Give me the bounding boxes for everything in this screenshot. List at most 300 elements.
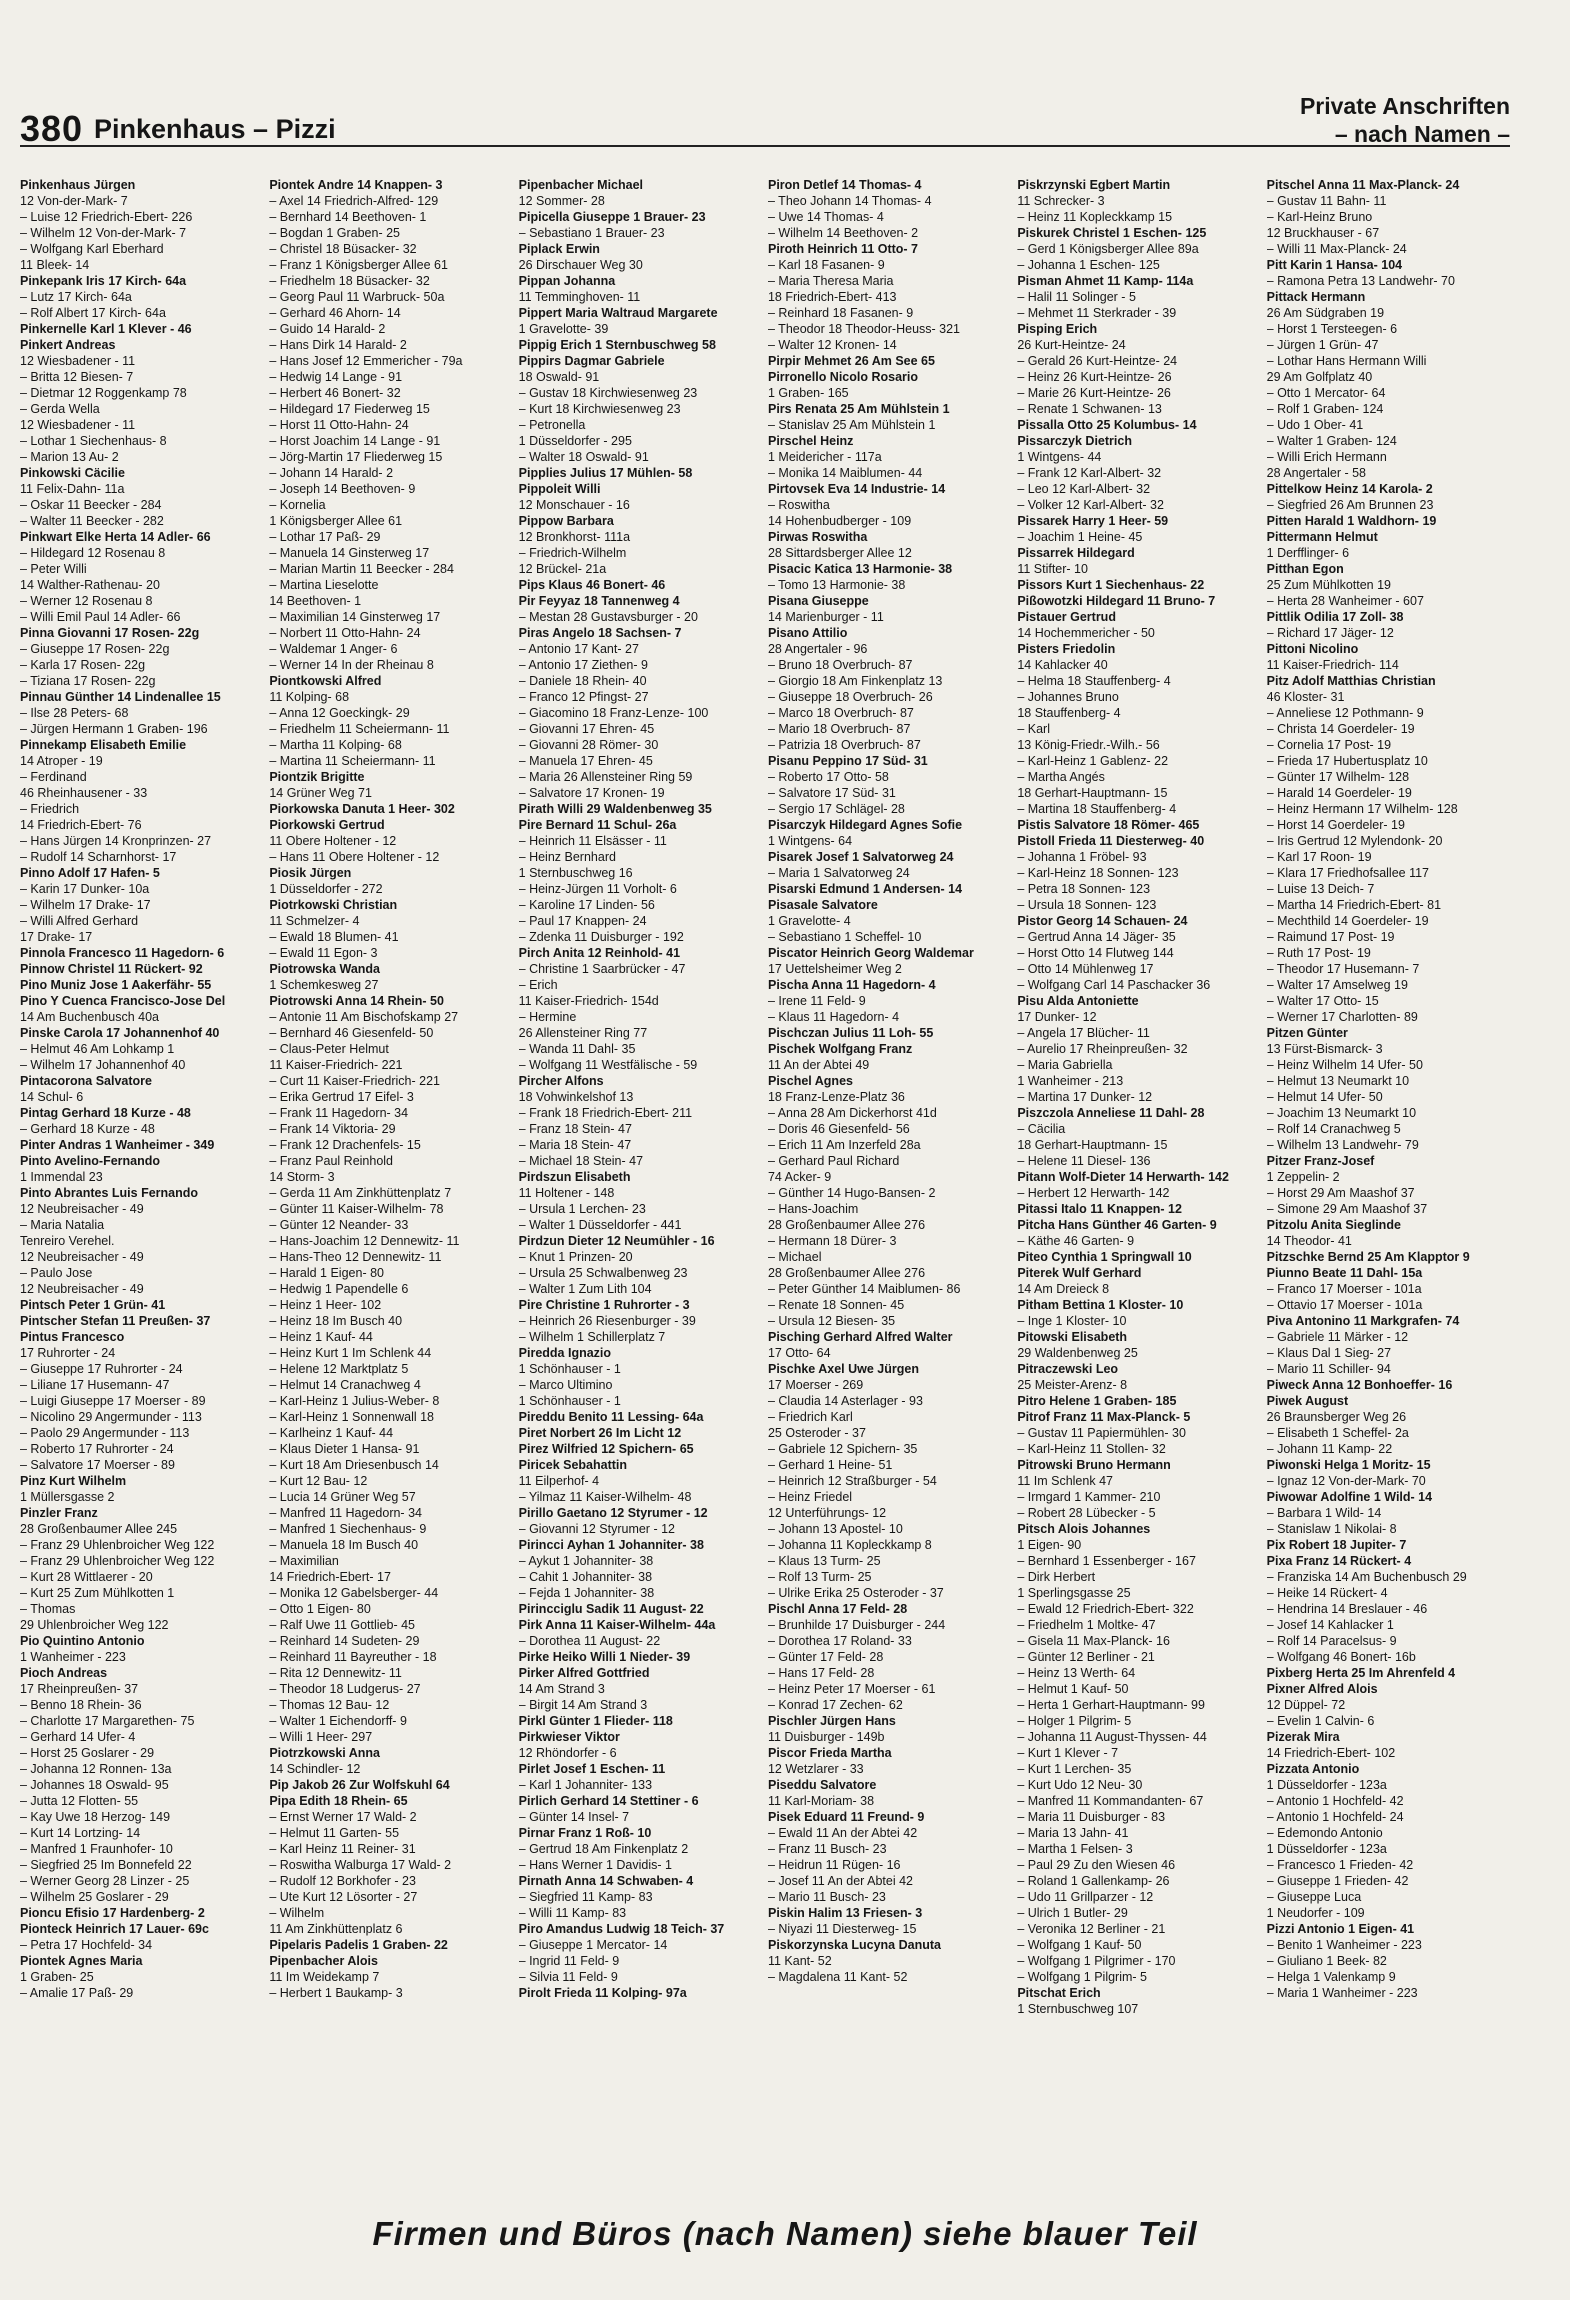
directory-entry: 11 Obere Holtener - 12 bbox=[269, 834, 397, 848]
directory-entry: – Lothar 1 Siechenhaus- 8 bbox=[20, 434, 167, 448]
directory-entry: 12 Von-der-Mark- 7 bbox=[20, 194, 128, 208]
directory-entry: 18 Gerhart-Hauptmann- 15 bbox=[1017, 786, 1168, 800]
directory-entry: – Martha 1 Felsen- 3 bbox=[1017, 1842, 1133, 1856]
directory-entry: – Karl bbox=[1017, 722, 1050, 736]
surname-entry: Pisana Giuseppe bbox=[767, 594, 869, 608]
directory-entry: – Roberto 17 Otto- 58 bbox=[767, 770, 889, 784]
directory-entry: – Gustav 11 Papiermühlen- 30 bbox=[1017, 1426, 1186, 1440]
directory-entry: – Maria 1 Salvatorweg 24 bbox=[767, 866, 910, 880]
surname-entry: Pippert Maria Waltraud Margarete bbox=[518, 306, 718, 320]
directory-entry: – Halil 11 Solinger - 5 bbox=[1017, 290, 1136, 304]
directory-entry: – Walter 17 Otto- 15 bbox=[1266, 994, 1379, 1008]
surname-entry: Pisarski Edmund 1 Andersen- 14 bbox=[767, 882, 963, 896]
directory-entry: – Giovanni 28 Römer- 30 bbox=[518, 738, 659, 752]
directory-entry: 11 Am Zinkhüttenplatz 6 bbox=[269, 1922, 403, 1936]
directory-entry: 14 Theodor- 41 bbox=[1266, 1234, 1352, 1248]
directory-entry: – Tiziana 17 Rosen- 22g bbox=[20, 674, 156, 688]
directory-entry: – Karlheinz 1 Kauf- 44 bbox=[269, 1426, 394, 1440]
directory-entry: – Rolf 13 Turm- 25 bbox=[767, 1570, 872, 1584]
directory-entry: – Ewald 12 Friedrich-Ebert- 322 bbox=[1017, 1602, 1194, 1616]
directory-entry: – Paul 17 Knappen- 24 bbox=[518, 914, 647, 928]
directory-entry: – Ursula 18 Sonnen- 123 bbox=[1017, 898, 1157, 912]
directory-entry: – Joachim 1 Heine- 45 bbox=[1017, 530, 1143, 544]
directory-entry: – Frank 14 Viktoria- 29 bbox=[269, 1122, 396, 1136]
page-number: 380 bbox=[20, 108, 84, 149]
directory-entry: – Dietmar 12 Roggenkamp 78 bbox=[20, 386, 187, 400]
directory-entry: 1 Schönhauser - 1 bbox=[518, 1394, 621, 1408]
directory-entry: 14 Hohenbudberger - 109 bbox=[767, 514, 912, 528]
directory-entry: – Giuseppe 1 Frieden- 42 bbox=[1266, 1874, 1409, 1888]
directory-entry: – Dirk Herbert bbox=[1017, 1570, 1096, 1584]
directory-entry: 12 Rhöndorfer - 6 bbox=[518, 1746, 617, 1760]
directory-entry: – Aykut 1 Johanniter- 38 bbox=[518, 1554, 654, 1568]
surname-entry: Pirdszun Elisabeth bbox=[518, 1170, 631, 1184]
directory-entry: 26 Braunsberger Weg 26 bbox=[1266, 1410, 1407, 1424]
directory-entry: – Ingrid 11 Feld- 9 bbox=[518, 1954, 620, 1968]
directory-entry: 14 Grüner Weg 71 bbox=[269, 786, 372, 800]
directory-entry: 1 Müllersgasse 2 bbox=[20, 1490, 115, 1504]
directory-entry: – Helga 1 Valenkamp 9 bbox=[1266, 1970, 1396, 1984]
directory-entry: – Giovanni 12 Styrumer - 12 bbox=[518, 1522, 675, 1536]
directory-entry: – Norbert 11 Otto-Hahn- 24 bbox=[269, 626, 421, 640]
directory-entry: – Walter 11 Beecker - 282 bbox=[20, 514, 164, 528]
directory-entry: – Manuela 17 Ehren- 45 bbox=[518, 754, 653, 768]
directory-entry: 12 Neubreisacher - 49 bbox=[20, 1282, 144, 1296]
directory-entry: – Maria Natalia bbox=[20, 1218, 105, 1232]
directory-entry: – Heike 14 Rückert- 4 bbox=[1266, 1586, 1388, 1600]
directory-entry: – Johann 11 Kamp- 22 bbox=[1266, 1442, 1393, 1456]
directory-entry: – Martina Lieselotte bbox=[269, 578, 379, 592]
surname-entry: Pinnau Günther 14 Lindenallee 15 bbox=[20, 690, 221, 704]
directory-entry: 26 Kurt-Heintze- 24 bbox=[1017, 338, 1126, 352]
directory-entry: – Gerhard Paul Richard bbox=[767, 1154, 900, 1168]
directory-entry: – Giovanni 17 Ehren- 45 bbox=[518, 722, 655, 736]
directory-entry: – Kurt 1 Lerchen- 35 bbox=[1017, 1762, 1132, 1776]
directory-entry: – Lutz 17 Kirch- 64a bbox=[20, 290, 132, 304]
surname-entry: Pire Christine 1 Ruhrorter - 3 bbox=[518, 1298, 690, 1312]
directory-entry: – Helmut 11 Garten- 55 bbox=[269, 1826, 400, 1840]
directory-entry: – Heinrich 12 Straßburger - 54 bbox=[767, 1474, 937, 1488]
directory-entry: – Horst 11 Otto-Hahn- 24 bbox=[269, 418, 409, 432]
surname-entry: Pirronello Nicolo Rosario bbox=[767, 370, 919, 384]
surname-entry: Pix Robert 18 Jupiter- 7 bbox=[1266, 1538, 1407, 1552]
directory-entry: – Horst 29 Am Maashof 37 bbox=[1266, 1186, 1415, 1200]
directory-entry: 28 Großenbaumer Allee 245 bbox=[20, 1522, 178, 1536]
directory-entry: – Maria 26 Allensteiner Ring 59 bbox=[518, 770, 693, 784]
surname-entry: Pinzler Franz bbox=[20, 1506, 98, 1520]
directory-entry: – Wolfgang 1 Kauf- 50 bbox=[1017, 1938, 1142, 1952]
directory-entry: 1 Wintgens- 64 bbox=[767, 834, 853, 848]
directory-entry: – Udo 1 Ober- 41 bbox=[1266, 418, 1364, 432]
directory-entry: 1 Meidericher - 117a bbox=[767, 450, 882, 464]
directory-column bbox=[269, 177, 512, 2167]
directory-entry: 1 Gravelotte- 39 bbox=[518, 322, 609, 336]
surname-entry: Pinno Adolf 17 Hafen- 5 bbox=[20, 866, 160, 880]
directory-entry: Tenreiro Verehel. bbox=[20, 1234, 115, 1248]
directory-entry: 25 Osteroder - 37 bbox=[767, 1426, 866, 1440]
directory-entry: – Peter Willi bbox=[20, 562, 87, 576]
directory-entry: – Georg Paul 11 Warbruck- 50a bbox=[269, 290, 445, 304]
directory-entry: 1 Immendal 23 bbox=[20, 1170, 103, 1184]
directory-entry: – Lucia 14 Grüner Weg 57 bbox=[269, 1490, 416, 1504]
surname-entry: Pitten Harald 1 Waldhorn- 19 bbox=[1266, 514, 1437, 528]
directory-entry: – Edemondo Antonio bbox=[1266, 1826, 1383, 1840]
directory-entry: 17 Rheinpreußen- 37 bbox=[20, 1682, 139, 1696]
surname-entry: Piret Norbert 26 Im Licht 12 bbox=[518, 1426, 682, 1440]
directory-entry: – Giuseppe 17 Rosen- 22g bbox=[20, 642, 170, 656]
directory-entry: – Stanislav 25 Am Mühlstein 1 bbox=[767, 418, 936, 432]
directory-entry: – Hedwig 14 Lange - 91 bbox=[269, 370, 403, 384]
directory-entry: 18 Oswald- 91 bbox=[518, 370, 600, 384]
directory-entry: – Walter 17 Amselweg 19 bbox=[1266, 978, 1408, 992]
directory-entry: – Maria Gabriella bbox=[1017, 1058, 1113, 1072]
directory-entry: – Gerhard 14 Ufer- 4 bbox=[20, 1730, 136, 1744]
page-range-title: Pinkenhaus – Pizzi bbox=[94, 114, 336, 144]
directory-entry: – Wolfgang Karl Eberhard bbox=[20, 242, 164, 256]
directory-entry: – Frank 12 Drachenfels- 15 bbox=[269, 1138, 421, 1152]
directory-entry: – Helmut 1 Kauf- 50 bbox=[1017, 1682, 1129, 1696]
directory-entry: – Antonie 11 Am Bischofskamp 27 bbox=[269, 1010, 459, 1024]
directory-entry: – Karl-Heinz 18 Sonnen- 123 bbox=[1017, 866, 1179, 880]
surname-entry: Piredda Ignazio bbox=[518, 1346, 612, 1360]
directory-column bbox=[1267, 177, 1510, 2167]
directory-entry: – Cornelia 17 Post- 19 bbox=[1266, 738, 1392, 752]
directory-entry: – Friedrich Karl bbox=[767, 1410, 853, 1424]
surname-entry: Piotrowska Wanda bbox=[269, 962, 380, 976]
surname-entry: Pioch Andreas bbox=[20, 1666, 108, 1680]
directory-entry: – Ramona Petra 13 Landwehr- 70 bbox=[1266, 274, 1455, 288]
directory-entry: – Heinrich 26 Riesenburger - 39 bbox=[518, 1314, 696, 1328]
directory-entry: – Gerd 1 Königsberger Allee 89a bbox=[1017, 242, 1199, 256]
directory-entry: – Amalie 17 Paß- 29 bbox=[20, 1986, 134, 2000]
directory-entry: – Heinz-Jürgen 11 Vorholt- 6 bbox=[518, 882, 677, 896]
directory-entry: – Renate 18 Sonnen- 45 bbox=[767, 1298, 905, 1312]
surname-entry: Pitzer Franz-Josef bbox=[1266, 1154, 1375, 1168]
directory-entry: – Maria Theresa Maria bbox=[767, 274, 894, 288]
directory-entry: 12 Unterführungs- 12 bbox=[767, 1506, 887, 1520]
directory-entry: – Walter 1 Eichendorff- 9 bbox=[269, 1714, 407, 1728]
directory-entry: – Hermann 18 Dürer- 3 bbox=[767, 1234, 897, 1248]
surname-entry: Pitzolu Anita Sieglinde bbox=[1266, 1218, 1401, 1232]
directory-entry: – Silvia 11 Feld- 9 bbox=[518, 1970, 618, 1984]
directory-entry: – Raimund 17 Post- 19 bbox=[1266, 930, 1395, 944]
surname-entry: Pittlik Odilia 17 Zoll- 38 bbox=[1266, 610, 1404, 624]
surname-entry: Pipplies Julius 17 Mühlen- 58 bbox=[518, 466, 693, 480]
surname-entry: Pio Quintino Antonio bbox=[20, 1634, 145, 1648]
directory-entry: – Marie 26 Kurt-Heintze- 26 bbox=[1017, 386, 1171, 400]
surname-entry: Piotrowski Anna 14 Rhein- 50 bbox=[269, 994, 444, 1008]
directory-entry: 1 Wanheimer - 223 bbox=[20, 1650, 126, 1664]
directory-entry: – Johann 14 Harald- 2 bbox=[269, 466, 394, 480]
directory-entry: – Sergio 17 Schlägel- 28 bbox=[767, 802, 905, 816]
directory-entry: – Jürgen Hermann 1 Graben- 196 bbox=[20, 722, 208, 736]
directory-entry: 1 Sperlingsgasse 25 bbox=[1017, 1586, 1131, 1600]
surname-entry: Pippow Barbara bbox=[518, 514, 614, 528]
surname-entry: Pischczan Julius 11 Loh- 55 bbox=[767, 1026, 934, 1040]
directory-entry: – Horst 25 Goslarer - 29 bbox=[20, 1746, 155, 1760]
directory-entry: 12 Neubreisacher - 49 bbox=[20, 1250, 144, 1264]
directory-entry: 11 An der Abtei 49 bbox=[767, 1058, 870, 1072]
directory-entry: 17 Moerser - 269 bbox=[767, 1378, 864, 1392]
directory-column bbox=[20, 177, 263, 2167]
directory-entry: 28 Großenbaumer Allee 276 bbox=[767, 1218, 926, 1232]
directory-entry: – Heinz Hermann 17 Wilhelm- 128 bbox=[1266, 802, 1458, 816]
directory-entry: 1 Derfflinger- 6 bbox=[1266, 546, 1350, 560]
surname-entry: Pirker Alfred Gottfried bbox=[518, 1666, 650, 1680]
directory-entry: – Marco Ultimino bbox=[518, 1378, 613, 1392]
directory-entry: – Klaus 13 Turm- 25 bbox=[767, 1554, 881, 1568]
directory-entry: – Iris Gertrud 12 Mylendonk- 20 bbox=[1266, 834, 1443, 848]
directory-entry: – Martina 11 Scheiermann- 11 bbox=[269, 754, 436, 768]
surname-entry: Pirch Anita 12 Reinhold- 41 bbox=[518, 946, 681, 960]
directory-entry: – Gerhard 18 Kurze - 48 bbox=[20, 1122, 155, 1136]
directory-entry: – Tomo 13 Harmonie- 38 bbox=[767, 578, 906, 592]
directory-entry: – Wilhelm 1 Schillerplatz 7 bbox=[518, 1330, 666, 1344]
directory-entry: 1 Wanheimer - 213 bbox=[1017, 1074, 1124, 1088]
directory-entry: 11 Holtener - 148 bbox=[518, 1186, 615, 1200]
surname-entry: Pipa Edith 18 Rhein- 65 bbox=[269, 1794, 408, 1808]
directory-entry: – Helmut 46 Am Lohkamp 1 bbox=[20, 1042, 175, 1056]
directory-entry: 12 Bruckhauser - 67 bbox=[1266, 226, 1380, 240]
directory-entry: – Wolfgang 46 Bonert- 16b bbox=[1266, 1650, 1416, 1664]
surname-entry: Pischler Jürgen Hans bbox=[767, 1714, 896, 1728]
directory-entry: – Reinhard 11 Bayreuther - 18 bbox=[269, 1650, 437, 1664]
directory-entry: – Thomas bbox=[20, 1602, 76, 1616]
directory-entry: – Ewald 11 Egon- 3 bbox=[269, 946, 378, 960]
directory-entry: – Mehmet 11 Sterkrader - 39 bbox=[1017, 306, 1177, 320]
surname-entry: Piscor Frieda Martha bbox=[767, 1746, 892, 1760]
directory-entry: – Knut 1 Prinzen- 20 bbox=[518, 1250, 633, 1264]
directory-entry: 17 Otto- 64 bbox=[767, 1346, 831, 1360]
directory-entry: 26 Dirschauer Weg 30 bbox=[518, 258, 643, 272]
directory-entry: 46 Kloster- 31 bbox=[1266, 690, 1345, 704]
directory-entry: – Stanislaw 1 Nikolai- 8 bbox=[1266, 1522, 1397, 1536]
directory-entry: – Maria 18 Stein- 47 bbox=[518, 1138, 632, 1152]
surname-entry: Pintscher Stefan 11 Preußen- 37 bbox=[20, 1314, 211, 1328]
directory-entry: 11 Duisburger - 149b bbox=[767, 1730, 885, 1744]
directory-entry: – Karla 17 Rosen- 22g bbox=[20, 658, 146, 672]
directory-entry: 1 Neudorfer - 109 bbox=[1266, 1906, 1365, 1920]
directory-entry: 13 König-Friedr.-Wilh.- 56 bbox=[1017, 738, 1160, 752]
surname-entry: Piunno Beate 11 Dahl- 15a bbox=[1266, 1266, 1423, 1280]
directory-entry: 1 Düsseldorfer - 123a bbox=[1266, 1842, 1387, 1856]
directory-columns bbox=[20, 177, 1510, 2167]
directory-entry: 12 Bronkhorst- 111a bbox=[518, 530, 631, 544]
surname-entry: Pizzi Antonio 1 Eigen- 41 bbox=[1266, 1922, 1415, 1936]
directory-entry: 1 Düsseldorfer - 295 bbox=[518, 434, 632, 448]
directory-entry: – Helma 18 Stauffenberg- 4 bbox=[1017, 674, 1171, 688]
directory-entry: – Horst 1 Tersteegen- 6 bbox=[1266, 322, 1398, 336]
directory-entry: – Wilhelm 17 Johannenhof 40 bbox=[20, 1058, 186, 1072]
directory-entry: – Wolfgang 1 Pilgrimer - 170 bbox=[1017, 1954, 1176, 1968]
directory-entry: – Siegfried 26 Am Brunnen 23 bbox=[1266, 498, 1434, 512]
directory-entry: – Christel 18 Büsacker- 32 bbox=[269, 242, 417, 256]
directory-entry: – Benito 1 Wanheimer - 223 bbox=[1266, 1938, 1422, 1952]
surname-entry: Piontzik Brigitte bbox=[269, 770, 365, 784]
directory-entry: – Kornelia bbox=[269, 498, 326, 512]
directory-entry: – Martina 17 Dunker- 12 bbox=[1017, 1090, 1153, 1104]
directory-entry: – Elisabeth 1 Scheffel- 2a bbox=[1266, 1426, 1409, 1440]
surname-entry: Pirnath Anna 14 Schwaben- 4 bbox=[518, 1874, 694, 1888]
surname-entry: Piosik Jürgen bbox=[269, 866, 352, 880]
directory-entry: – Heinz Wilhelm 14 Ufer- 50 bbox=[1266, 1058, 1423, 1072]
directory-entry: – Mario 11 Schiller- 94 bbox=[1266, 1362, 1391, 1376]
directory-entry: 14 Kahlacker 40 bbox=[1017, 658, 1108, 672]
surname-entry: Pinnow Christel 11 Rückert- 92 bbox=[20, 962, 203, 976]
directory-entry: – Michael bbox=[767, 1250, 822, 1264]
surname-entry: Pirpir Mehmet 26 Am See 65 bbox=[767, 354, 935, 368]
directory-entry: – Johanna 12 Ronnen- 13a bbox=[20, 1762, 172, 1776]
directory-entry: 12 Brückel- 21a bbox=[518, 562, 607, 576]
directory-entry: – Mario 11 Busch- 23 bbox=[767, 1890, 886, 1904]
directory-entry: – Thomas 12 Bau- 12 bbox=[269, 1698, 390, 1712]
surname-entry: Pitham Bettina 1 Kloster- 10 bbox=[1017, 1298, 1184, 1312]
directory-entry: 17 Ruhrorter - 24 bbox=[20, 1346, 116, 1360]
directory-entry: 1 Düsseldorfer - 123a bbox=[1266, 1778, 1387, 1792]
directory-entry: – Martina 18 Stauffenberg- 4 bbox=[1017, 802, 1177, 816]
directory-entry: – Marco 18 Overbruch- 87 bbox=[767, 706, 914, 720]
surname-entry: Pissors Kurt 1 Siechenhaus- 22 bbox=[1017, 578, 1205, 592]
directory-entry: 11 Temminghoven- 11 bbox=[518, 290, 641, 304]
directory-entry: – Heinrich 11 Elsässer - 11 bbox=[518, 834, 667, 848]
surname-entry: Pitcha Hans Günther 46 Garten- 9 bbox=[1017, 1218, 1217, 1232]
directory-entry: 18 Franz-Lenze-Platz 36 bbox=[767, 1090, 905, 1104]
surname-entry: Pintus Francesco bbox=[20, 1330, 125, 1344]
surname-entry: Pirke Heiko Willi 1 Nieder- 39 bbox=[518, 1650, 691, 1664]
directory-entry: – Ulrike Erika 25 Osteroder - 37 bbox=[767, 1586, 944, 1600]
directory-entry: – Heinz Friedel bbox=[767, 1490, 853, 1504]
directory-entry: – Volker 12 Karl-Albert- 32 bbox=[1017, 498, 1164, 512]
surname-entry: Pixa Franz 14 Rückert- 4 bbox=[1266, 1554, 1412, 1568]
directory-entry: – Wilhelm 12 Von-der-Mark- 7 bbox=[20, 226, 187, 240]
directory-entry: – Josef 11 An der Abtei 42 bbox=[767, 1874, 913, 1888]
surname-entry: Piscator Heinrich Georg Waldemar bbox=[767, 946, 974, 960]
directory-entry: – Luise 12 Friedrich-Ebert- 226 bbox=[20, 210, 193, 224]
directory-entry: – Horst Otto 14 Flutweg 144 bbox=[1017, 946, 1174, 960]
surname-entry: Pirincciglu Sadik 11 August- 22 bbox=[518, 1602, 704, 1616]
directory-entry: – Roswitha bbox=[767, 498, 830, 512]
directory-entry: – Martha 14 Friedrich-Ebert- 81 bbox=[1266, 898, 1442, 912]
surname-entry: Pintacorona Salvatore bbox=[20, 1074, 152, 1088]
surname-entry: Piwonski Helga 1 Moritz- 15 bbox=[1266, 1458, 1431, 1472]
surname-entry: Pixberg Herta 25 Im Ahrenfeld 4 bbox=[1266, 1666, 1456, 1680]
directory-entry: – Helmut 14 Cranachweg 4 bbox=[269, 1378, 421, 1392]
surname-entry: Pinna Giovanni 17 Rosen- 22g bbox=[20, 626, 200, 640]
directory-entry: – Patrizia 18 Overbruch- 87 bbox=[767, 738, 921, 752]
directory-entry: – Giuliano 1 Beek- 82 bbox=[1266, 1954, 1387, 1968]
directory-entry: – Lothar 17 Paß- 29 bbox=[269, 530, 381, 544]
directory-entry: 11 Stifter- 10 bbox=[1017, 562, 1088, 576]
directory-entry: – Reinhard 18 Fasanen- 9 bbox=[767, 306, 914, 320]
directory-entry: – Günter 12 Neander- 33 bbox=[269, 1218, 409, 1232]
directory-entry: – Willi Alfred Gerhard bbox=[20, 914, 139, 928]
surname-entry: Piontkowski Alfred bbox=[269, 674, 382, 688]
directory-entry: 12 Sommer- 28 bbox=[518, 194, 605, 208]
directory-entry: – Manuela 14 Ginsterweg 17 bbox=[269, 546, 430, 560]
directory-entry: – Holger 1 Pilgrim- 5 bbox=[1017, 1714, 1132, 1728]
directory-entry: – Hermine bbox=[518, 1010, 577, 1024]
directory-entry: – Helene 12 Marktplatz 5 bbox=[269, 1362, 409, 1376]
surname-entry: Pitann Wolf-Dieter 14 Herwarth- 142 bbox=[1017, 1170, 1229, 1184]
surname-entry: Pischa Anna 11 Hagedorn- 4 bbox=[767, 978, 936, 992]
surname-entry: Pinnekamp Elisabeth Emilie bbox=[20, 738, 187, 752]
surname-entry: Pirtovsek Eva 14 Industrie- 14 bbox=[767, 482, 946, 496]
directory-entry: – Ruth 17 Post- 19 bbox=[1266, 946, 1371, 960]
surname-entry: Pirath Willi 29 Waldenbenweg 35 bbox=[518, 802, 712, 816]
directory-entry: – Waldemar 1 Anger- 6 bbox=[269, 642, 398, 656]
directory-entry: – Giuseppe 18 Overbruch- 26 bbox=[767, 690, 933, 704]
directory-entry: – Heinz Peter 17 Moerser - 61 bbox=[767, 1682, 936, 1696]
directory-entry: – Heinz Bernhard bbox=[518, 850, 616, 864]
surname-entry: Pioncu Efisio 17 Hardenberg- 2 bbox=[20, 1906, 205, 1920]
directory-entry: 14 Friedrich-Ebert- 102 bbox=[1266, 1746, 1396, 1760]
directory-entry: – Rolf 14 Cranachweg 5 bbox=[1266, 1122, 1401, 1136]
surname-entry: Pirk Anna 11 Kaiser-Wilhelm- 44a bbox=[518, 1618, 716, 1632]
directory-entry: – Herbert 1 Baukamp- 3 bbox=[269, 1986, 403, 2000]
surname-entry: Pisping Erich bbox=[1017, 322, 1098, 336]
surname-entry: Piotrkowski Christian bbox=[269, 898, 398, 912]
directory-entry: 17 Dunker- 12 bbox=[1017, 1010, 1097, 1024]
directory-entry: – Josef 14 Kahlacker 1 bbox=[1266, 1618, 1394, 1632]
directory-entry: 1 Graben- 25 bbox=[20, 1970, 94, 1984]
directory-entry: – Charlotte 17 Margarethen- 75 bbox=[20, 1714, 195, 1728]
surname-entry: Pirlich Gerhard 14 Stettiner - 6 bbox=[518, 1794, 699, 1808]
directory-entry: – Gabriele 12 Spichern- 35 bbox=[767, 1442, 918, 1456]
surname-entry: Piskrzynski Egbert Martin bbox=[1017, 178, 1171, 192]
directory-entry: – Karoline 17 Linden- 56 bbox=[518, 898, 655, 912]
directory-entry: – Herbert 12 Herwarth- 142 bbox=[1017, 1186, 1170, 1200]
directory-entry: 1 Graben- 165 bbox=[767, 386, 849, 400]
directory-entry: – Erika Gertrud 17 Eifel- 3 bbox=[269, 1090, 414, 1104]
directory-entry: 11 Kant- 52 bbox=[767, 1954, 832, 1968]
surname-entry: Pinske Carola 17 Johannenhof 40 bbox=[20, 1026, 220, 1040]
directory-entry: 14 Am Dreieck 8 bbox=[1017, 1282, 1110, 1296]
surname-entry: Pirwas Roswitha bbox=[767, 530, 868, 544]
directory-entry: – Günter 11 Kaiser-Wilhelm- 78 bbox=[269, 1202, 444, 1216]
directory-entry: – Giuseppe 17 Ruhrorter - 24 bbox=[20, 1362, 183, 1376]
directory-entry: – Konrad 17 Zechen- 62 bbox=[767, 1698, 903, 1712]
directory-entry: 1 Sternbuschweg 107 bbox=[1017, 2002, 1139, 2016]
surname-entry: Pinter Andras 1 Wanheimer - 349 bbox=[20, 1138, 215, 1152]
directory-entry: 14 Atroper - 19 bbox=[20, 754, 103, 768]
directory-entry: 29 Uhlenbroicher Weg 122 bbox=[20, 1618, 169, 1632]
directory-entry: – Renate 1 Schwanen- 13 bbox=[1017, 402, 1162, 416]
directory-entry: – Karl 1 Johanniter- 133 bbox=[518, 1778, 653, 1792]
surname-entry: Pino Muniz Jose 1 Aakerfähr- 55 bbox=[20, 978, 212, 992]
directory-entry: – Günter 12 Berliner - 21 bbox=[1017, 1650, 1155, 1664]
directory-entry: – Klaus Dieter 1 Hansa- 91 bbox=[269, 1442, 420, 1456]
directory-entry: – Daniele 18 Rhein- 40 bbox=[518, 674, 647, 688]
directory-entry: 26 Allensteiner Ring 77 bbox=[518, 1026, 648, 1040]
directory-entry: – Friedhelm 11 Scheiermann- 11 bbox=[269, 722, 450, 736]
directory-entry: – Gustav 11 Bahn- 11 bbox=[1266, 194, 1387, 208]
directory-entry: – Maria 1 Wanheimer - 223 bbox=[1266, 1986, 1418, 2000]
directory-entry: – Maria 11 Duisburger - 83 bbox=[1017, 1810, 1166, 1824]
surname-entry: Pionteck Heinrich 17 Lauer- 69c bbox=[20, 1922, 209, 1936]
surname-entry: Pittoni Nicolino bbox=[1266, 642, 1359, 656]
directory-entry: – Lothar Hans Hermann Willi bbox=[1266, 354, 1427, 368]
directory-entry: 12 Wiesbadener - 11 bbox=[20, 418, 136, 432]
directory-entry: – Walter 1 Zum Lith 104 bbox=[518, 1282, 652, 1296]
directory-entry: – Kay Uwe 18 Herzog- 149 bbox=[20, 1810, 171, 1824]
directory-entry: 28 Angertaler - 96 bbox=[767, 642, 868, 656]
directory-entry: – Britta 12 Biesen- 7 bbox=[20, 370, 134, 384]
directory-entry: 11 Im Schlenk 47 bbox=[1017, 1474, 1113, 1488]
directory-entry: – Rudolf 12 Borkhofer - 23 bbox=[269, 1874, 416, 1888]
directory-entry: – Klara 17 Friedhofsallee 117 bbox=[1266, 866, 1430, 880]
directory-entry: – Antonio 17 Kant- 27 bbox=[518, 642, 639, 656]
directory-entry: – Jutta 12 Flotten- 55 bbox=[20, 1794, 139, 1808]
